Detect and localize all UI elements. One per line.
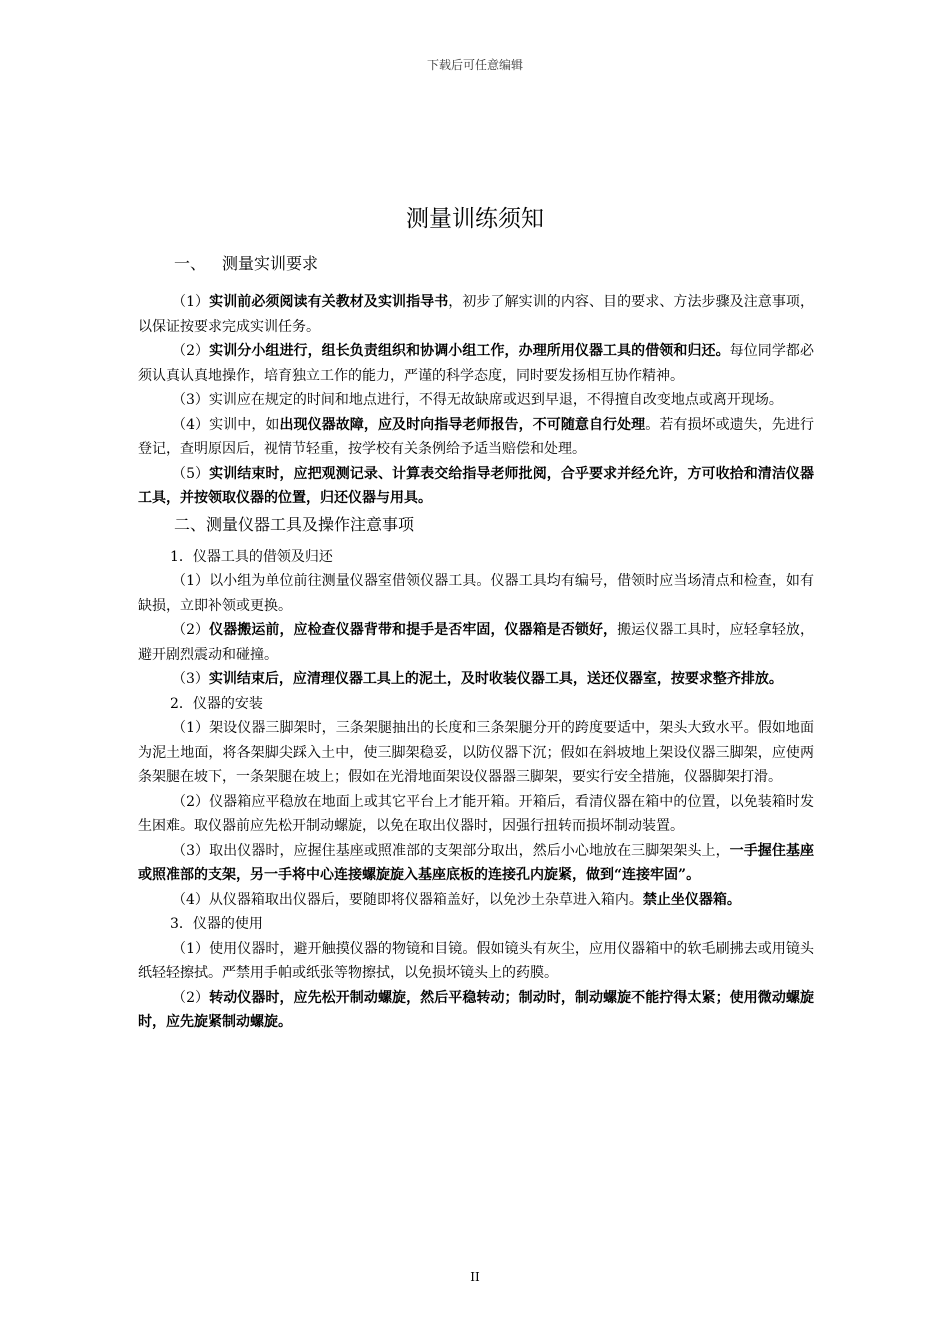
- bold-text: 实训结束时，应把观测记录、计算表交给指导老师批阅，合乎要求并经允许，方可收拾和清洁仪器工具，并按领取仪器的位置，归还仪器与用具。: [138, 465, 814, 506]
- paragraph: [138, 569, 814, 618]
- paragraph: [138, 339, 814, 388]
- text-segment: （2）: [172, 343, 210, 359]
- text-segment: （4）实训中，如: [172, 416, 280, 433]
- bold-text: 实训结束后，应清理仪器工具上的泥土，及时收装仪器工具，送还仪器室，按要求整齐排放。: [208, 671, 783, 687]
- subsection-2-heading: 2．仪器的安装: [170, 695, 263, 712]
- text-segment: （1）: [172, 294, 210, 310]
- text-segment: （1）以小组为单位前往测量仪器室借领仪器工具。仪器工具均有编号，借领时应当场清点和检查，如有缺损，立即补领或更换。: [138, 573, 814, 614]
- document-title: 测量训练须知: [406, 206, 544, 232]
- subsection-3-heading: 3．仪器的使用: [170, 916, 263, 932]
- text-segment: ，初步了解实训的内容、目的要求、方法步骤及注意事项，以保证按要求完成实训任务。: [138, 294, 815, 335]
- bold-text: 一手握住基座或照准部的支架，另一手将中心连接螺旋旋入基座底板的连接孔内旋紧，做到“连接牢固”。: [138, 842, 814, 883]
- paragraph: [138, 937, 814, 986]
- paragraph: [138, 986, 814, 1035]
- text-segment: （4）从仪器箱取出仪器后，要随即将仪器箱盖好，以免沙土杂草进入箱内。: [172, 891, 643, 908]
- paragraph: [138, 462, 814, 511]
- bold-text: 禁止坐仪器箱。: [642, 891, 741, 908]
- text-segment: （3）: [172, 671, 209, 687]
- subsection-1-heading: 1．仪器工具的借领及归还: [170, 548, 333, 565]
- paragraph: [138, 618, 814, 667]
- section-1-title: 测量实训要求: [222, 254, 319, 273]
- paragraph: [138, 790, 814, 839]
- text-segment: （3）取出仪器时，应握住基座或照准部的支架部分取出，然后小心地放在三脚架架头上，: [172, 842, 730, 859]
- text-segment: 搬运仪器工具时，应轻拿轻放，避开剧烈震动和碰撞。: [138, 622, 814, 663]
- subsection-1-items: [138, 569, 814, 692]
- text-segment: （1）架设仪器三脚架时，三条架腿抽出的长度和三条架腿分开的跨度要适中，架头大致水平。假如地面为泥土地面，将各架脚尖踩入土中，使三脚架稳妥，以防仪器下沉；假如在斜坡地上架设仪器三脚架，应使两条架腿在坡下，一条架腿在坡上；假如在光滑地面架设仪器器三脚架，要实行安全措施，仪器脚架打滑。: [138, 720, 814, 785]
- section-1-heading: [174, 250, 814, 278]
- page-header: 下载后可任意编辑: [426, 58, 523, 72]
- paragraph: [138, 290, 814, 339]
- paragraph: [138, 839, 814, 888]
- paragraph: [138, 388, 814, 413]
- document-body: [138, 250, 814, 1035]
- page-number: II: [470, 1270, 480, 1284]
- paragraph: [138, 667, 814, 692]
- text-segment: （2）: [172, 989, 210, 1006]
- text-segment: （5）: [172, 465, 210, 482]
- text-segment: 。若有损坏或遗失，先进行登记，查明原因后，视情节轻重，按学校有关条例给予适当赔偿和处理。: [138, 416, 815, 457]
- bold-text: 出现仪器故障，应及时向指导老师报告，不可随意自行处理: [279, 416, 646, 433]
- bold-text: 实训分小组进行，组长负责组织和协调小组工作，办理所用仪器工具的借领和归还。: [209, 343, 730, 359]
- text-segment: （3）实训应在规定的时间和地点进行，不得无故缺席或迟到早退，不得擅自改变地点或离开现场。: [172, 392, 783, 408]
- subsection-3-items: [138, 937, 814, 1035]
- text-segment: （1）使用仪器时，避开触摸仪器的物镜和目镜。假如镜头有灰尘，应用仪器箱中的软毛刷拂去或用镜头纸轻轻擦拭。严禁用手帕或纸张等物擦拭，以免损坏镜头上的药膜。: [138, 940, 814, 981]
- section-1-items: [138, 290, 814, 511]
- bold-text: 仪器搬运前，应检查仪器背带和提手是否牢固，仪器箱是否锁好，: [209, 622, 618, 638]
- paragraph: [138, 888, 814, 913]
- section-1-number: 一、: [174, 254, 207, 273]
- subsection-2-items: [138, 716, 814, 912]
- paragraph: [138, 716, 814, 790]
- text-segment: （2）: [172, 622, 210, 638]
- text-segment: （2）仪器箱应平稳放在地面上或其它平台上才能开箱。开箱后，看清仪器在箱中的位置，以免装箱时发生困难。取仪器前应先松开制动螺旋，以免在取出仪器时，因强行扭转而损坏制动装置。: [138, 793, 814, 834]
- bold-text: 实训前必须阅读有关教材及实训指导书: [209, 294, 449, 310]
- text-segment: 每位同学都必须认真认真地操作，培育独立工作的能力，严谨的科学态度，同时要发扬相互协作精神。: [138, 343, 814, 384]
- section-2-heading: 二、测量仪器工具及操作注意事项: [174, 514, 415, 534]
- paragraph: [138, 413, 814, 462]
- bold-text: 转动仪器时，应先松开制动螺旋，然后平稳转动；制动时，制动螺旋不能拧得太紧；使用微动螺旋时，应先旋紧制动螺旋。: [138, 989, 814, 1030]
